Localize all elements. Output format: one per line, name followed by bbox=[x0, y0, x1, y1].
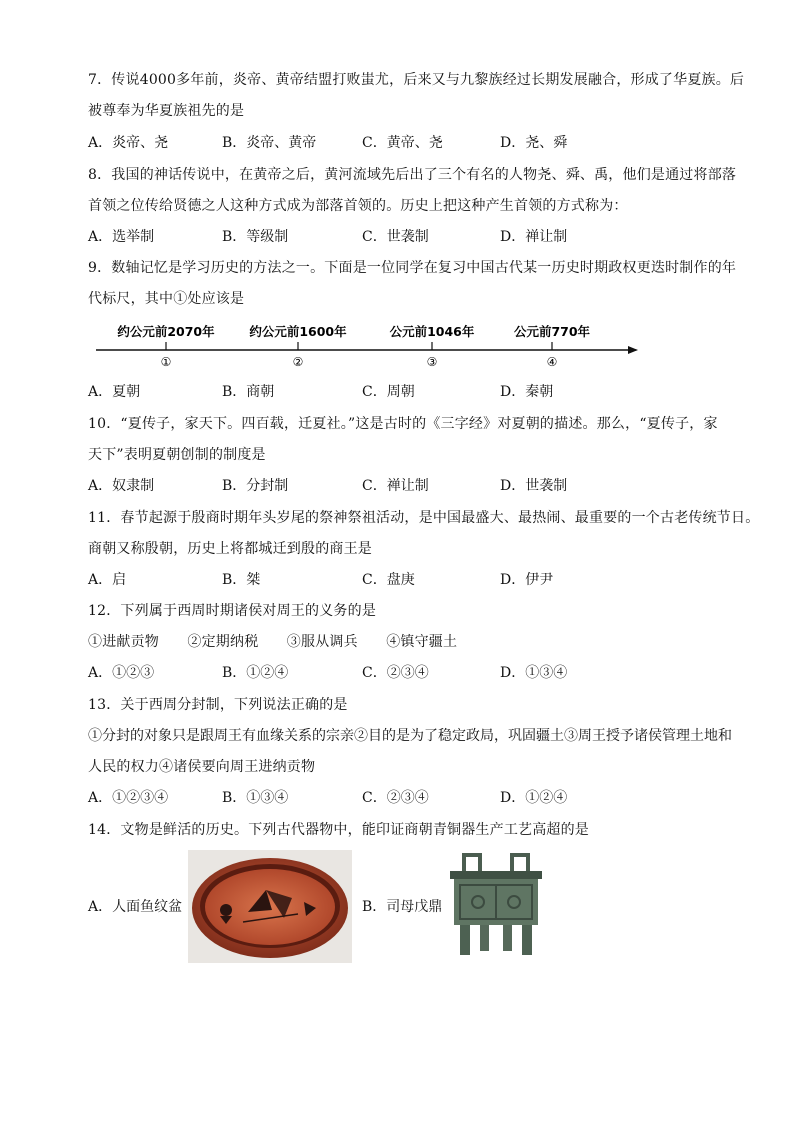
q12-line1: 12．下列属于西周时期诸侯对周王的义务的是 bbox=[88, 603, 377, 619]
timeline-arrow-icon bbox=[628, 346, 638, 354]
q13-option-b[interactable]: B．①③④ bbox=[222, 790, 289, 806]
timeline-ruler bbox=[90, 318, 650, 370]
q8-option-d[interactable]: D．禅让制 bbox=[500, 229, 568, 245]
timeline-label-1: 约公元前2070年 bbox=[117, 324, 215, 339]
q7-option-a[interactable]: A．炎帝、尧 bbox=[88, 135, 169, 151]
q11-line2: 商朝又称殷朝，历史上将都城迁到殷的商王是 bbox=[88, 541, 372, 557]
timeline-label-2: 约公元前1600年 bbox=[249, 324, 347, 339]
q7-line1: 7．传说4000多年前，炎帝、黄帝结盟打败蚩尤，后来又与九黎族经过长期发展融合，形成了华夏族。后 bbox=[88, 72, 745, 88]
q12-option-d[interactable]: D．①③④ bbox=[500, 665, 568, 681]
q13-statements-line2: 人民的权力④诸侯要向周王进纳贡物 bbox=[88, 759, 316, 775]
q7-option-c[interactable]: C．黄帝、尧 bbox=[362, 135, 443, 151]
timeline-mark-2: ② bbox=[292, 355, 304, 369]
q14-option-b[interactable]: B．司母戊鼎 bbox=[362, 899, 443, 915]
q8-line1: 8．我国的神话传说中，在黄帝之后，黄河流域先后出了三个有名的人物尧、舜、禹，他们是通过将部落 bbox=[88, 167, 737, 183]
q9-option-a[interactable]: A．夏朝 bbox=[88, 384, 141, 400]
q10-option-d[interactable]: D．世袭制 bbox=[500, 478, 568, 494]
timeline-mark-3: ③ bbox=[426, 355, 438, 369]
q11-option-b[interactable]: B．桀 bbox=[222, 572, 261, 588]
q7-line2: 被尊奉为华夏族祖先的是 bbox=[88, 103, 245, 119]
q12-statements: ①进献贡物 ②定期纳税 ③服从调兵 ④镇守疆土 bbox=[88, 634, 458, 650]
q11-option-c[interactable]: C．盘庚 bbox=[362, 572, 415, 588]
q11-option-a[interactable]: A．启 bbox=[88, 572, 127, 588]
q8-option-a[interactable]: A．选举制 bbox=[88, 229, 155, 245]
q10-option-a[interactable]: A．奴隶制 bbox=[88, 478, 155, 494]
timeline-mark-1: ① bbox=[160, 355, 172, 369]
q13-option-c[interactable]: C．②③④ bbox=[362, 790, 429, 806]
q11-line1: 11．春节起源于殷商时期年头岁尾的祭神祭祖活动，是中国最盛大、最热闹、最重要的一个古老传统节日。 bbox=[88, 510, 760, 526]
q11-option-d[interactable]: D．伊尹 bbox=[500, 572, 554, 588]
q8-option-c[interactable]: C．世袭制 bbox=[362, 229, 429, 245]
q8-option-b[interactable]: B．等级制 bbox=[222, 229, 289, 245]
q9-line1: 9．数轴记忆是学习历史的方法之一。下面是一位同学在复习中国古代某一历史时期政权更迭时制作的年 bbox=[88, 260, 737, 276]
q9-line2: 代标尺，其中①处应该是 bbox=[88, 291, 245, 307]
q10-line2: 天下”表明夏朝创制的制度是 bbox=[88, 447, 266, 463]
q10-line1: 10．“夏传子，家天下。四百载，迁夏社。”这是古时的《三字经》对夏朝的描述。那么，“夏传子，家 bbox=[88, 416, 718, 432]
q7-option-d[interactable]: D．尧、舜 bbox=[500, 135, 568, 151]
q14-option-a[interactable]: A．人面鱼纹盆 bbox=[88, 899, 183, 915]
timeline-mark-4: ④ bbox=[546, 355, 558, 369]
q9-option-b[interactable]: B．商朝 bbox=[222, 384, 275, 400]
q14-line1: 14．文物是鲜活的历史。下列古代器物中，能印证商朝青铜器生产工艺高超的是 bbox=[88, 822, 590, 838]
q12-option-b[interactable]: B．①②④ bbox=[222, 665, 289, 681]
timeline-label-4: 公元前770年 bbox=[513, 324, 591, 339]
q9-option-c[interactable]: C．周朝 bbox=[362, 384, 415, 400]
simuwu-ding-image bbox=[446, 853, 546, 961]
q12-option-a[interactable]: A．①②③ bbox=[88, 665, 155, 681]
painted-pottery-basin-image bbox=[188, 850, 352, 963]
timeline-label-3: 公元前1046年 bbox=[389, 324, 475, 339]
q13-line1: 13．关于西周分封制，下列说法正确的是 bbox=[88, 697, 348, 713]
q9-option-d[interactable]: D．秦朝 bbox=[500, 384, 554, 400]
q8-line2: 首领之位传给贤德之人这种方式成为部落首领的。历史上把这种产生首领的方式称为： bbox=[88, 198, 628, 214]
q13-statements-line1: ①分封的对象只是跟周王有血缘关系的宗亲②目的是为了稳定政局，巩固疆土③周王授予诸侯管理土地和 bbox=[88, 728, 732, 744]
q12-option-c[interactable]: C．②③④ bbox=[362, 665, 429, 681]
q13-option-d[interactable]: D．①②④ bbox=[500, 790, 568, 806]
q10-option-c[interactable]: C．禅让制 bbox=[362, 478, 429, 494]
q7-option-b[interactable]: B．炎帝、黄帝 bbox=[222, 135, 317, 151]
q13-option-a[interactable]: A．①②③④ bbox=[88, 790, 169, 806]
q10-option-b[interactable]: B．分封制 bbox=[222, 478, 289, 494]
